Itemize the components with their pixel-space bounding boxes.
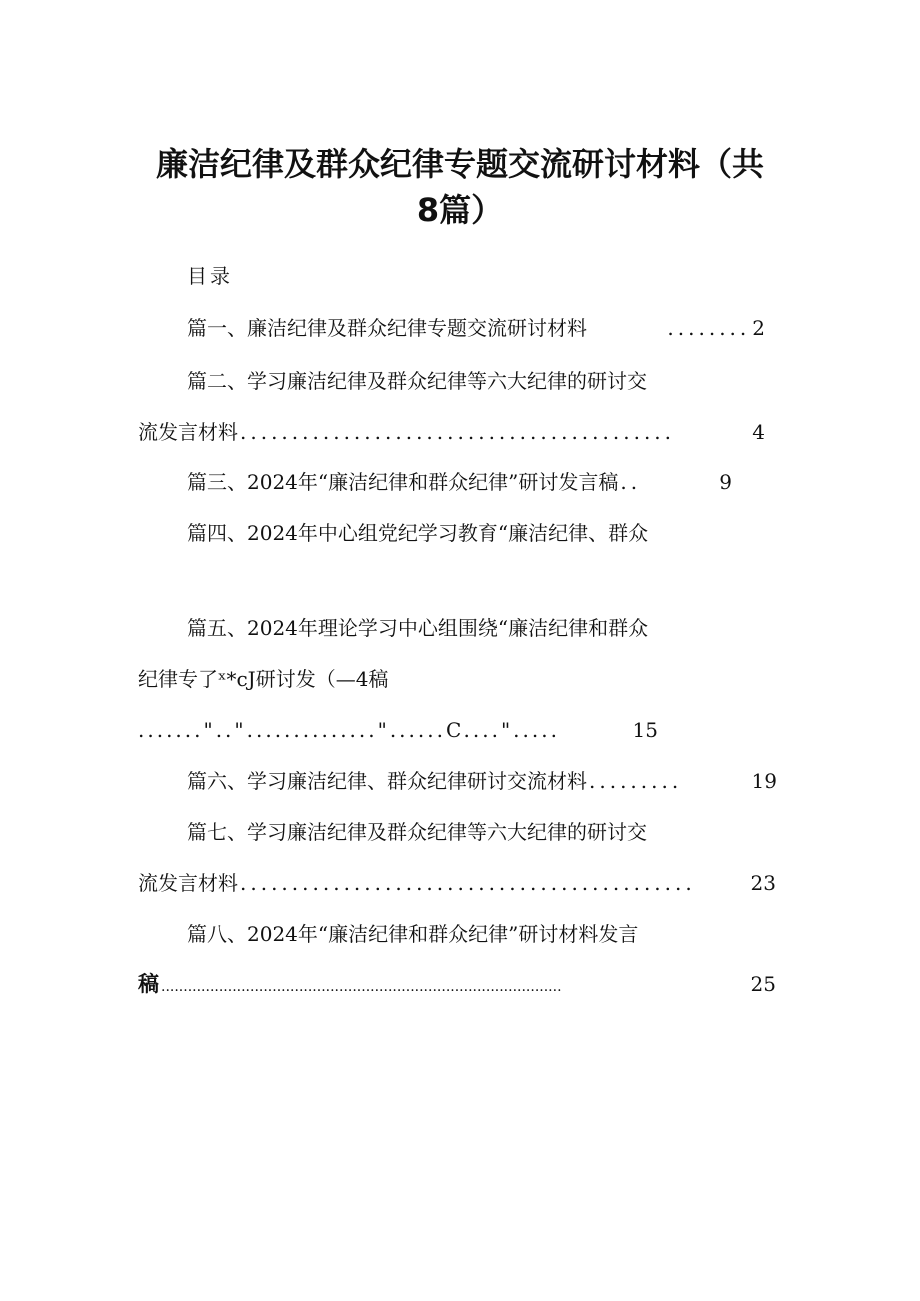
toc-entry-title: 稿	[138, 972, 159, 996]
toc-entry-7[interactable]	[187, 817, 647, 847]
toc-entry-title: 篇七、学习廉洁纪律及群众纪律等六大纪律的研讨交	[187, 820, 647, 844]
toc-entry-3[interactable]	[187, 467, 732, 497]
toc-leader-dots: ......."..".............."......C....".....	[138, 718, 560, 742]
toc-leader-dots: ..........................................................................................	[161, 979, 562, 995]
toc-entry-6[interactable]	[187, 766, 777, 796]
toc-entry-1[interactable]	[187, 313, 765, 343]
toc-page-number: 9	[719, 470, 732, 494]
toc-entry-title: 篇三、2024年“廉洁纪律和群众纪律”研讨发言稿	[187, 470, 619, 494]
toc-leader-dots: ........	[667, 316, 751, 340]
toc-page-number: 23	[750, 871, 776, 895]
toc-entry-2[interactable]	[187, 366, 647, 396]
toc-entry-title: 篇八、2024年“廉洁纪律和群众纪律”研讨材料发言	[187, 922, 639, 946]
document-title: 廉洁纪律及群众纪律专题交流研讨材料（共	[155, 145, 764, 183]
toc-page-number: 2	[752, 316, 765, 340]
toc-entry-2-continued[interactable]	[138, 417, 765, 447]
toc-entry-8-continued[interactable]	[138, 969, 776, 1002]
toc-entry-title: 流发言材料	[138, 871, 238, 895]
toc-entry-title: 篇一、廉洁纪律及群众纪律专题交流研讨材料	[187, 316, 587, 340]
toc-entry-8[interactable]	[187, 919, 638, 949]
toc-entry-title: 纪律专了ˣ*cJ研讨发（—4稿	[138, 667, 389, 691]
toc-leader-dots: ............................................	[240, 871, 696, 895]
toc-page-number: 4	[752, 420, 765, 444]
toc-page-number: 19	[751, 769, 777, 793]
toc-entry-4[interactable]	[187, 518, 648, 548]
toc-entry-7-continued[interactable]	[138, 868, 776, 898]
toc-leader-dots: ..	[620, 470, 642, 494]
toc-entry-5-continued[interactable]	[138, 664, 388, 694]
toc-entry-title: 篇六、学习廉洁纪律、群众纪律研讨交流材料	[187, 769, 587, 793]
toc-page-number: 15	[632, 718, 658, 742]
toc-entry-title: 篇五、2024年理论学习中心组围绕“廉洁纪律和群众	[187, 616, 649, 640]
document-title-continued: 8篇）	[416, 191, 504, 229]
toc-entry-title: 篇二、学习廉洁纪律及群众纪律等六大纪律的研讨交	[187, 369, 647, 393]
toc-entry-title: 篇四、2024年中心组党纪学习教育“廉洁纪律、群众	[187, 521, 649, 545]
toc-entry-5[interactable]	[187, 613, 648, 643]
toc-heading: 目录	[187, 264, 233, 288]
toc-leader-dots: .........	[589, 769, 683, 793]
toc-leader-dots: ..........................................	[240, 420, 676, 444]
toc-entry-5-leader[interactable]	[138, 715, 658, 745]
toc-entry-title: 流发言材料	[138, 420, 238, 444]
toc-page-number: 25	[750, 972, 776, 996]
